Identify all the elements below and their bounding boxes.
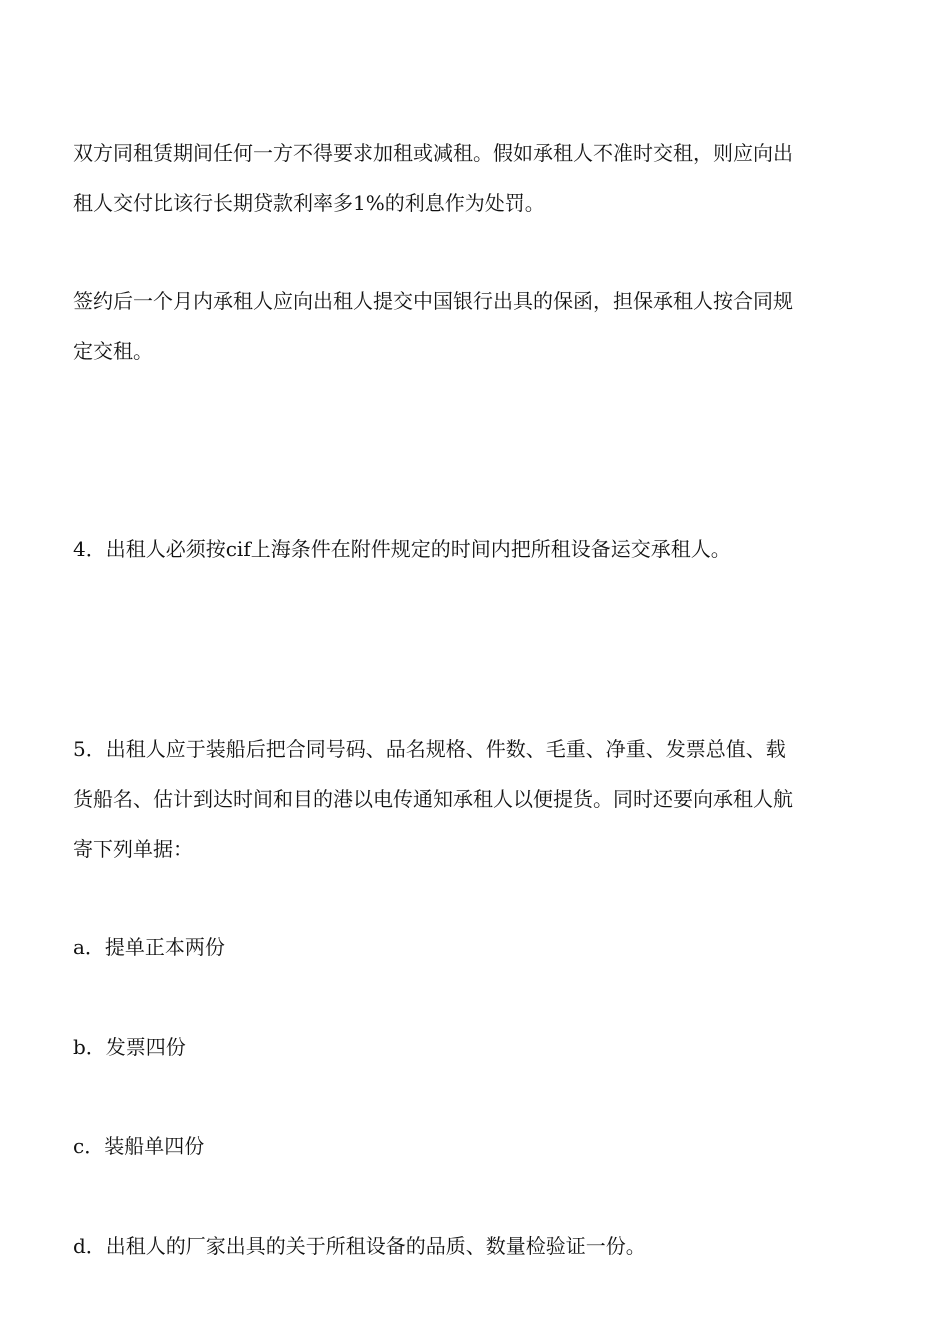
text-line: a．提单正本两份 bbox=[73, 935, 225, 959]
text-line: 4．出租人必须按cif上海条件在附件规定的时间内把所租设备运交承租人。 bbox=[73, 537, 731, 561]
text-line: 签约后一个月内承租人应向出租人提交中国银行出具的保函，担保承租人按合同规 bbox=[73, 289, 793, 313]
text-line: 租人交付比该行长期贷款利率多1%的利息作为处罚。 bbox=[73, 191, 545, 215]
text-line: c．装船单四份 bbox=[73, 1134, 205, 1158]
list-item-c bbox=[73, 1121, 885, 1171]
clause-4-delivery bbox=[73, 524, 885, 574]
list-item-b bbox=[73, 1022, 885, 1072]
paragraph-bank-guarantee bbox=[73, 276, 885, 376]
list-item-a bbox=[73, 922, 885, 972]
text-line: 双方同租赁期间任何一方不得要求加租或减租。假如承租人不准时交租，则应向出 bbox=[73, 141, 793, 165]
paragraph-rent-adjustment bbox=[73, 128, 885, 228]
text-line: 寄下列单据： bbox=[73, 837, 193, 861]
text-line: 5．出租人应于装船后把合同号码、品名规格、件数、毛重、净重、发票总值、载 bbox=[73, 737, 786, 761]
text-line: d．出租人的厂家出具的关于所租设备的品质、数量检验证一份。 bbox=[73, 1234, 646, 1258]
list-item-d bbox=[73, 1221, 885, 1271]
text-line: 货船名、估计到达时间和目的港以电传通知承租人以便提货。同时还要向承租人航 bbox=[73, 787, 793, 811]
text-line: b．发票四份 bbox=[73, 1035, 186, 1059]
clause-5-shipping-notice bbox=[73, 724, 885, 874]
text-line: 定交租。 bbox=[73, 339, 153, 363]
